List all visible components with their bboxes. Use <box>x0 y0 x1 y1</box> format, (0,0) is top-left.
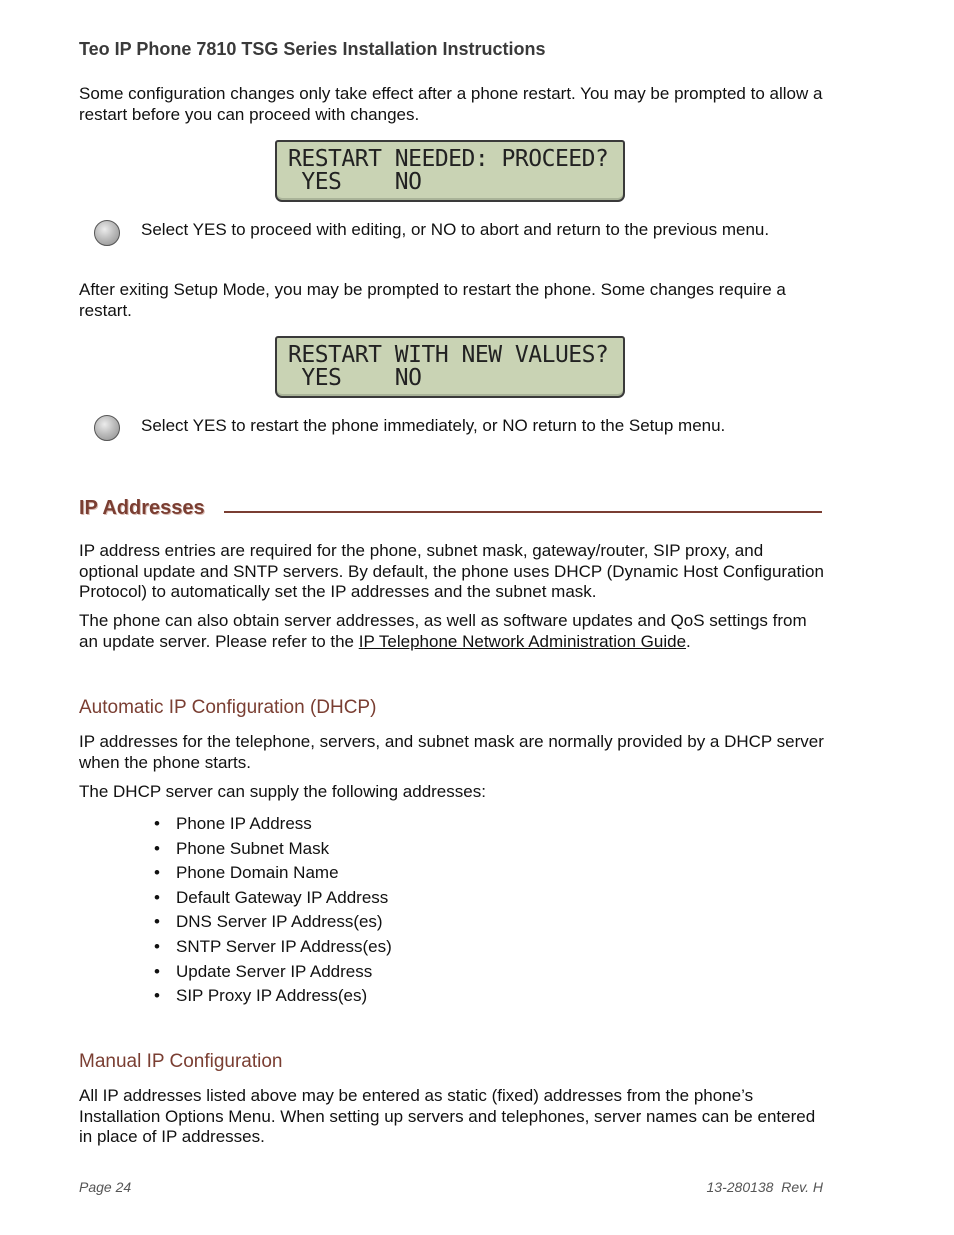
list-item: • Phone Domain Name <box>154 861 392 886</box>
phone-button-icon <box>94 415 120 441</box>
lcd-line-1: RESTART NEEDED: PROCEED? <box>288 146 609 172</box>
step-instruction: Select YES to proceed with editing, or NO to abort and return to the previous menu. <box>141 220 770 239</box>
subheading-manual-ip: Manual IP Configuration <box>79 1051 283 1072</box>
ip-paragraph-1: IP address entries are required for the phone, subnet mask, gateway/router, SIP proxy, and optional update and SNTP servers. By default, the phone uses DHCP (Dynamic Host Configuration Protocol) to automatically set the IP addresses and the subnet mask. <box>79 541 824 601</box>
lcd-display-restart-needed <box>275 140 625 202</box>
lcd-display-restart-values <box>275 336 625 398</box>
dhcp-paragraph-1: IP addresses for the telephone, servers, and subnet mask are normally provided by a DHCP server when the phone starts. <box>79 732 824 772</box>
list-item: • Phone Subnet Mask <box>154 837 392 862</box>
admin-guide-link[interactable]: IP Telephone Network Administration Guide <box>358 631 687 651</box>
list-item: • SIP Proxy IP Address(es) <box>154 984 392 1009</box>
running-header: Teo IP Phone 7810 TSG Series Installation Instructions <box>79 39 546 59</box>
ip-paragraph-2-end: . <box>686 631 691 651</box>
subheading-dhcp: Automatic IP Configuration (DHCP) <box>79 697 377 718</box>
page-number: Page 24 <box>79 1179 132 1195</box>
ip-paragraph-2 <box>79 611 824 652</box>
step-instruction: Select YES to restart the phone immediately, or NO return to the Setup menu. <box>141 416 726 435</box>
list-item: • Update Server IP Address <box>154 960 392 985</box>
lcd-line-2: YES NO <box>288 365 422 391</box>
lcd-line-1: RESTART WITH NEW VALUES? <box>288 342 609 368</box>
list-item: • Phone IP Address <box>154 812 392 837</box>
section-heading-ip-addresses: IP Addresses <box>79 497 205 519</box>
dhcp-address-list <box>154 812 392 1009</box>
ip-paragraph-2-text: The phone can also obtain server addresses, as well as software updates and QoS settings from an update server. Please refer to the <box>79 611 807 651</box>
section-divider <box>224 511 822 513</box>
document-number: 13-280138 Rev. H <box>706 1179 823 1195</box>
manual-paragraph: All IP addresses listed above may be entered as static (fixed) addresses from the phone’s Installation Options Menu. When setting up servers and telephones, server names can be entered in place of IP addresses. <box>79 1086 816 1146</box>
setup-exit-paragraph: After exiting Setup Mode, you may be prompted to restart the phone. Some changes require a restart. <box>79 280 786 320</box>
dhcp-paragraph-2: The DHCP server can supply the following addresses: <box>79 782 486 801</box>
phone-button-icon <box>94 220 120 246</box>
lcd-line-2: YES NO <box>288 169 422 195</box>
list-item: • DNS Server IP Address(es) <box>154 910 392 935</box>
list-item: • Default Gateway IP Address <box>154 886 392 911</box>
list-item: • SNTP Server IP Address(es) <box>154 935 392 960</box>
intro-paragraph: Some configuration changes only take effect after a phone restart. You may be prompted to allow a restart before you can proceed with changes. <box>79 84 823 124</box>
